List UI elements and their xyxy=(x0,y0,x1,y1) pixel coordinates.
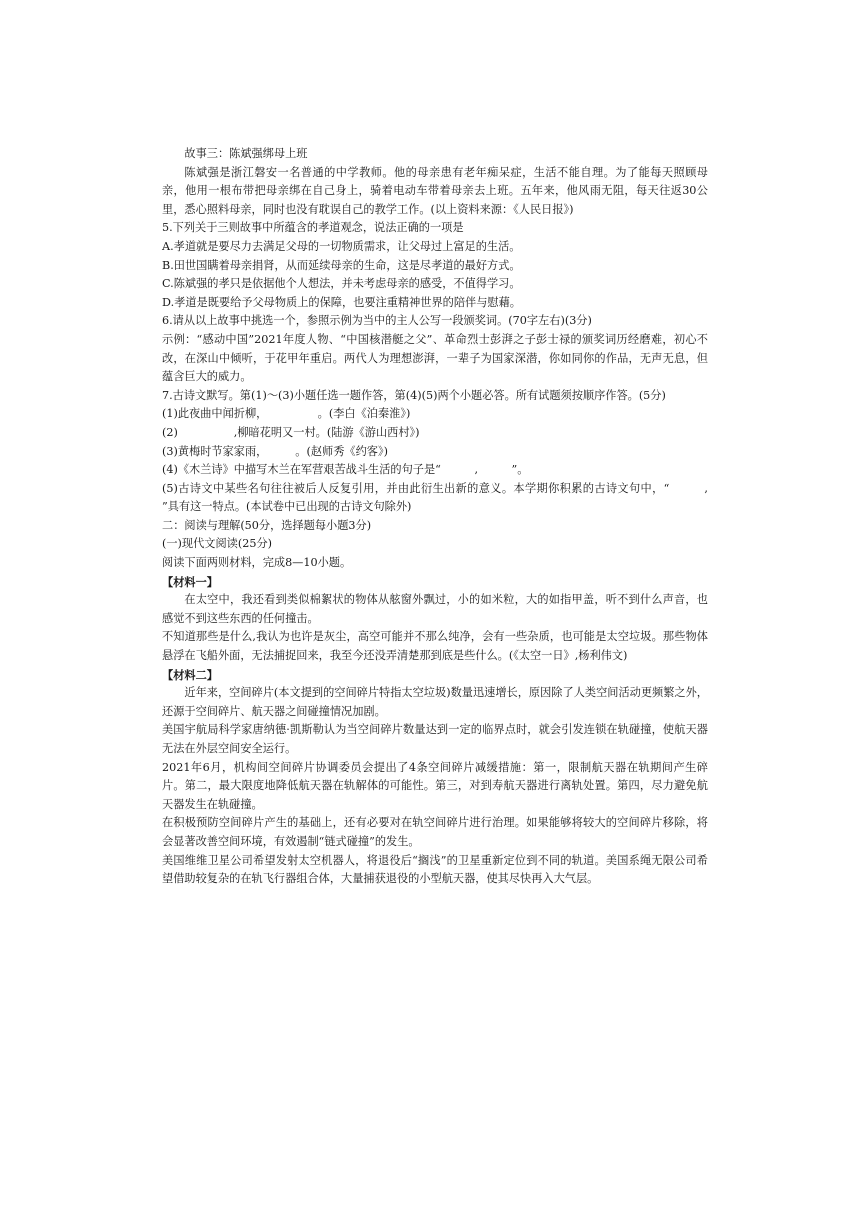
material-1-title: 【材料一】 xyxy=(162,574,218,589)
question-5-option-a: A.孝道就是要尽力去满足父母的一切物质需求，让父母过上富足的生活。 xyxy=(162,239,521,253)
question-7-3: (3)黄梅时节家家雨， 。(赵师秀《约客》) xyxy=(162,444,388,458)
question-5: 5.下列关于三则故事中所蕴含的孝道观念，说法正确的一项是 xyxy=(162,221,464,235)
material-2-title: 【材料二】 xyxy=(162,667,218,682)
question-7-1: (1)此夜曲中闻折柳， 。(李白《泊秦淮》) xyxy=(162,407,411,421)
story3-body: 陈斌强是浙江磐安一名普通的中学教师。他的母亲患有老年痴呆症，生活不能自理。为了能每天照顾母亲，他用一根布带把母亲绑在自己身上，骑着电动车带着母亲去上班。五年来，他风雨无阻，每天往返30公里，悉心照料母亲，同时也没有耽误自己的教学工作。(以上资料来源：《人民日报》) xyxy=(162,165,708,216)
material-1-paragraph-2: 不知道那些是什么,我认为也许是灰尘，高空可能并不那么纯净，会有一些杂质，也可能是太空垃圾。那些物体悬浮在飞船外面，无法捕捉回来，我至今还没弄清楚那到底是些什么。(《太空一日》,杨利伟文) xyxy=(162,630,708,663)
section-2-heading: 二：阅读与理解(50分，选择题每小题3分) xyxy=(162,518,372,532)
question-5-option-c: C.陈斌强的孝只是依据他个人想法，并未考虑母亲的感受，不值得学习。 xyxy=(162,277,521,291)
material-2-paragraph-3: 2021年6月，机构间空间碎片协调委员会提出了4条空间碎片减缓措施：第一，限制航天器在轨期间产生碎片。第二，最大限度地降低航天器在轨解体的可能性。第三，对到寿航天器进行离轨处置。第四，尽力避免航天器发生在轨碰撞。 xyxy=(162,760,708,811)
question-6-example: 示例：“感动中国”2021年度人物、“中国核潜艇之父”、革命烈士彭湃之子彭士禄的颁奖词历经磨难，初心不改，在深山中倾听，于花甲年重启。两代人为理想澎湃，一辈子为国家深潜，你如同你的作品，无声无息，但蕴含巨大的威力。 xyxy=(162,332,708,384)
question-7-4: (4)《木兰诗》中描写木兰在军营艰苦战斗生活的句子是“ , ”。 xyxy=(162,463,529,477)
material-2-paragraph-4: 在积极预防空间碎片产生的基础上，还有必要对在轨空间碎片进行治理。如果能够将较大的空间碎片移除，将会显著改善空间环境，有效遏制“链式碰撞”的发生。 xyxy=(162,816,708,848)
document-page xyxy=(162,145,731,889)
question-5-option-d: D.孝道是既要给予父母物质上的保障，也要注重精神世界的陪伴与慰藉。 xyxy=(162,295,521,309)
reading-instruction: 阅读下面两则材料，完成8—10小题。 xyxy=(162,556,352,570)
section-2-1-heading: (一)现代文阅读(25分) xyxy=(162,537,273,551)
question-7-5: (5)古诗文中某些名句往往被后人反复引用，并由此衍生出新的意义。本学期你积累的古诗文句中，“ , ”具有这一特点。(本试卷中已出现的古诗文句除外) xyxy=(162,481,731,514)
question-7: 7.古诗文默写。第(1)～(3)小题任选一题作答，第(4)(5)两个小题必答。所有试题须按顺序作答。(5分) xyxy=(162,388,666,402)
material-2-paragraph-2: 美国宇航局科学家唐纳德·凯斯勒认为当空间碎片数量达到一定的临界点时，就会引发连锁在轨碰撞，使航天器无法在外层空间安全运行。 xyxy=(162,723,708,755)
material-2-paragraph-5: 美国维维卫星公司希望发射太空机器人，将退役后“搁浅”的卫星重新定位到不同的轨道。美国系绳无限公司希望借助较复杂的在轨飞行器组合体，大量捕获退役的小型航天器，使其尽快再入大气层。 xyxy=(162,853,708,886)
material-2-paragraph-1: 近年来，空间碎片(本文提到的空间碎片特指太空垃圾)数量迅速增长，原因除了人类空间活动更频繁之外，还源于空间碎片、航天器之间碰撞情况加剧。 xyxy=(162,686,708,718)
story3-title: 故事三：陈斌强绑母上班 xyxy=(184,147,308,160)
question-5-option-b: B.田世国瞒着母亲捐肾，从而延续母亲的生命，这是尽孝道的最好方式。 xyxy=(162,258,521,272)
material-1-paragraph-1: 在太空中，我还看到类似棉絮状的物体从舷窗外飘过，小的如米粒，大的如指甲盖，听不到什么声音，也感觉不到这些东西的任何撞击。 xyxy=(162,593,708,625)
question-7-2: (2) ,柳暗花明又一村。(陆游《游山西村》) xyxy=(162,425,420,439)
question-6: 6.请从以上故事中挑选一个，参照示例为当中的主人公写一段颁奖词。(70字左右)(3分) xyxy=(162,314,592,328)
